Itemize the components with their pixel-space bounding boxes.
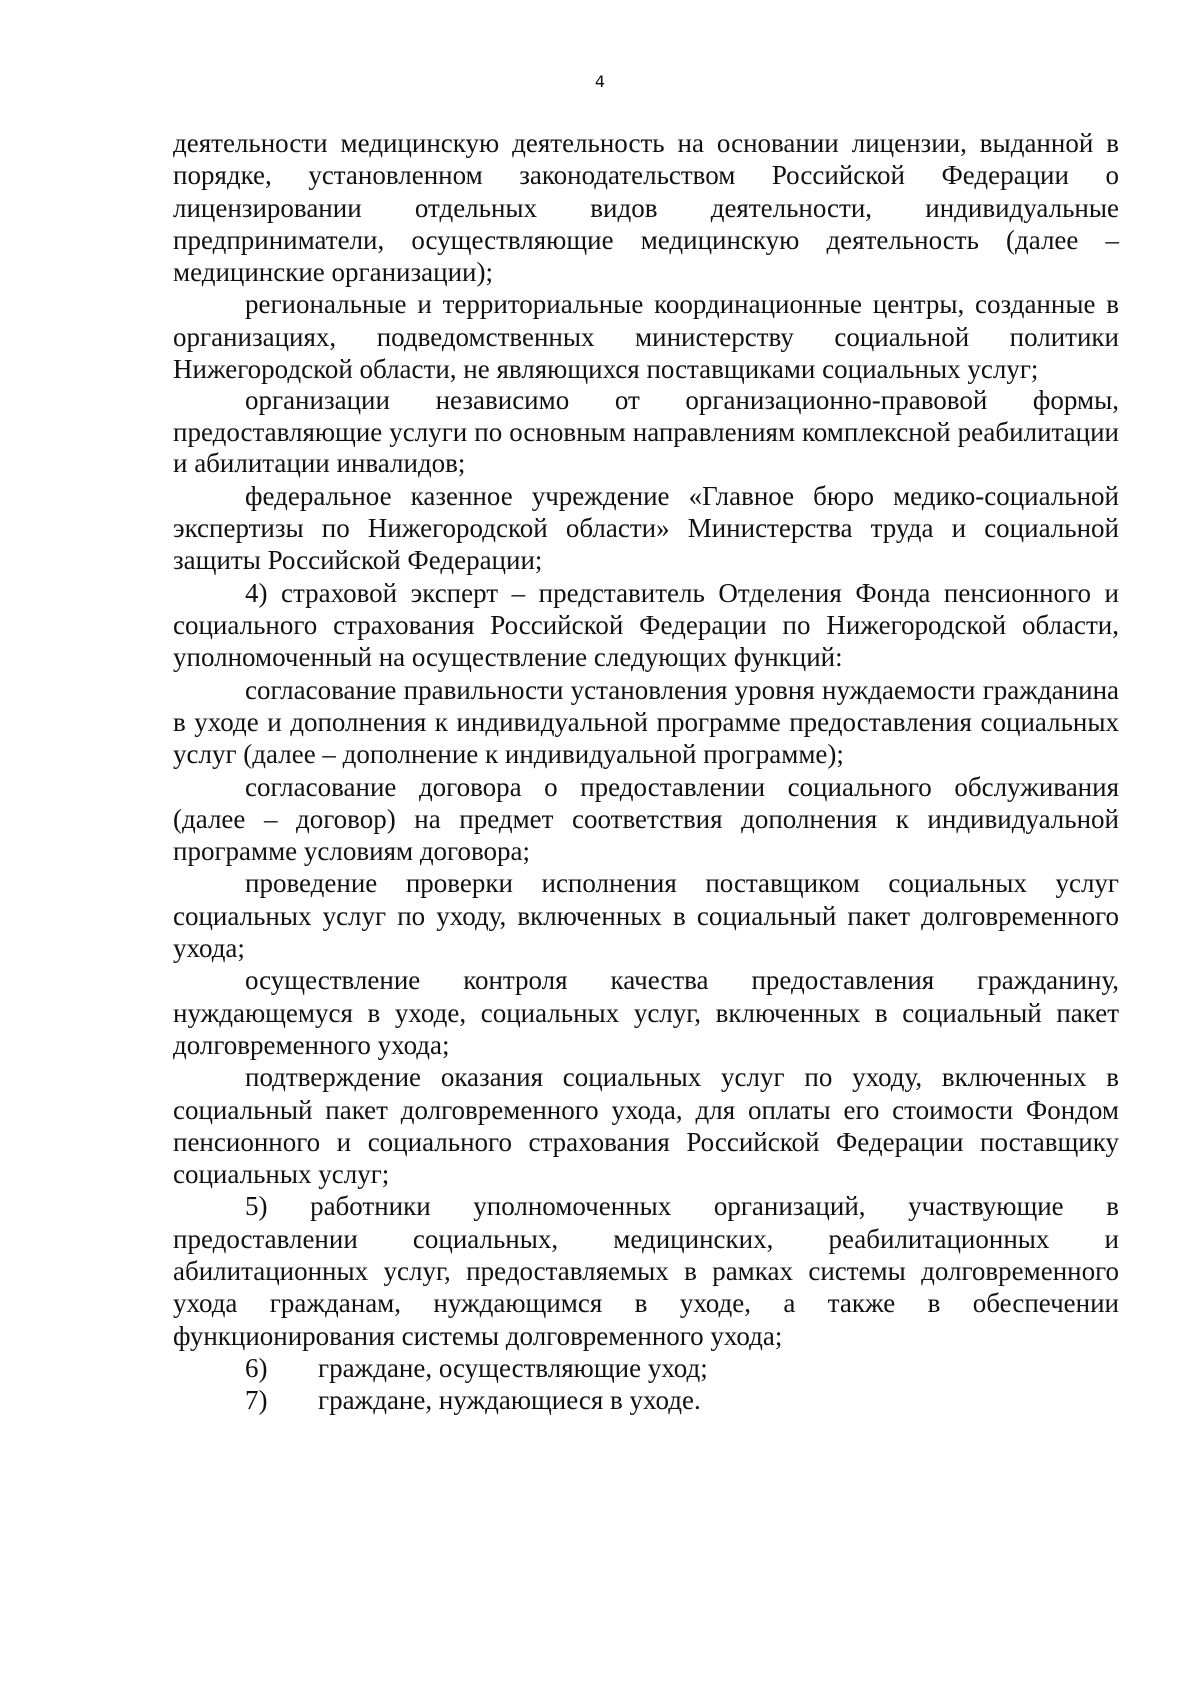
paragraph-service-confirmation: подтверждение оказания социальных услуг по уходу, включенных в социальный пакет долговременного ухода, для оплаты его стоимости Фондом пенсионного и социального страхования Российской Федерации поставщику социальных услуг; bbox=[173, 1062, 1119, 1190]
paragraph-rehabilitation-organizations: организации независимо от организационно-правовой формы, предоставляющие услуги по основным направлениям комплексной реабилитации и абилитации инвалидов; bbox=[173, 385, 1119, 479]
list-item-text: граждане, нуждающиеся в уходе. bbox=[318, 1385, 701, 1416]
paragraph-agreement-contract: согласование договора о предоставлении социального обслуживания (далее – договор) на предмет соответствия дополнения к индивидуальной программе условиям договора; bbox=[173, 771, 1119, 867]
list-item-number: 7) bbox=[245, 1385, 268, 1416]
paragraph-insurance-expert: 4) страховой эксперт – представитель Отделения Фонда пенсионного и социального страхования Российской Федерации по Нижегородской области, уполномоченный на осуществление следующих функций: bbox=[173, 577, 1119, 673]
page-number: 4 bbox=[594, 72, 606, 91]
paragraph-coordination-centers: региональные и территориальные координационные центры, созданные в организациях, подведомственных министерству социальной политики Нижегородской области, не являющихся поставщиками социальных услуг; bbox=[173, 289, 1119, 385]
document-body bbox=[173, 127, 1119, 1416]
list-item-care-recipients bbox=[173, 1384, 1119, 1416]
paragraph-quality-control: осуществление контроля качества предоставления гражданину, нуждающемуся в уходе, социальных услуг, включенных в социальный пакет долговременного ухода; bbox=[173, 965, 1119, 1060]
paragraph-medical-social-expertise: федеральное казенное учреждение «Главное бюро медико-социальной экспертизы по Нижегородской области» Министерства труда и социальной защиты Российской Федерации; bbox=[173, 480, 1119, 576]
paragraph-medical-organizations: деятельности медицинскую деятельность на основании лицензии, выданной в порядке, установленном законодательством Российской Федерации о лицензировании отдельных видов деятельности, индивидуальные предприниматели, осуществляющие медицинскую деятельность (далее – медицинские организации); bbox=[173, 128, 1119, 288]
list-item-number: 6) bbox=[245, 1352, 268, 1383]
paragraph-agreement-need-level: согласование правильности установления уровня нуждаемости гражданина в уходе и дополнения к индивидуальной программе предоставления социальных услуг (далее – дополнение к индивидуальной программе); bbox=[173, 674, 1119, 770]
list-item-caregivers bbox=[173, 1352, 1119, 1384]
paragraph-inspection: проведение проверки исполнения поставщиком социальных услуг социальных услуг по уходу, включенных в социальный пакет долговременного ухода; bbox=[173, 868, 1119, 964]
paragraph-employees: 5) работники уполномоченных организаций, участвующие в предоставлении социальных, медицинских, реабилитационных и абилитационных услуг, предоставляемых в рамках системы долговременного ухода гражданам, нуждающимся в уходе, а также в обеспечении функционирования системы долговременного ухода; bbox=[173, 1191, 1119, 1351]
list-item-text: граждане, осуществляющие уход; bbox=[318, 1352, 708, 1383]
